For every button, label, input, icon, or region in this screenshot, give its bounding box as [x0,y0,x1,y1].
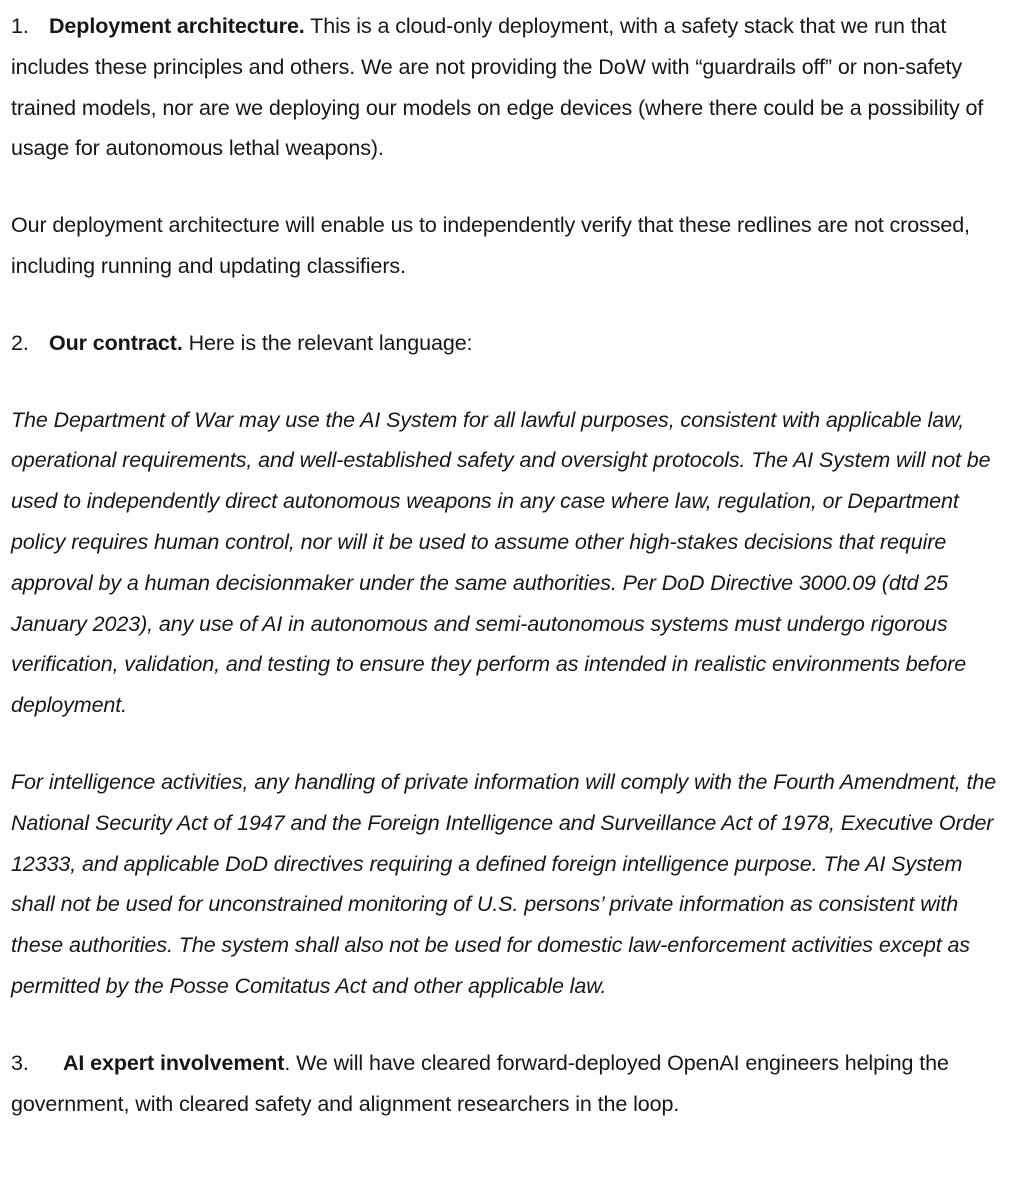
list-item-3-text: . We will have cleared forward-deployed OpenAI engineers helping the government, with cleared safety and alignment researchers in the loop. [11,1050,949,1116]
list-item-2-number: 2. [11,330,29,355]
list-item-2 [11,323,1004,364]
list-item-2-title: Our contract. [49,330,183,355]
contract-quote-paragraph-1: The Department of War may use the AI System for all lawful purposes, consistent with applicable law, operational requirements, and well-established safety and oversight protocols. The AI System will not be used to independently direct autonomous weapons in any case where law, regulation, or Department policy requires human control, nor will it be used to assume other high-stakes decisions that require approval by a human decisionmaker under the same authorities. Per DoD Directive 3000.09 (dtd 25 January 2023), any use of AI in autonomous and semi-autonomous systems must undergo rigorous verification, validation, and testing to ensure they perform as intended in realistic environments before deployment. [11,407,991,718]
list-item-2-text: Here is the relevant language: [182,330,473,355]
list-item-1-number: 1. [11,14,29,38]
list-item-1 [11,6,1004,169]
list-item-3 [11,1043,1004,1125]
list-item-3-number: 3. [11,1050,29,1075]
list-item-1-title: Deployment architecture. [49,14,305,38]
list-item-1-text: This is a cloud-only deployment, with a safety stack that we run that includes these principles and others. We are not providing the DoW with “guardrails off” or non-safety trained models, nor are we deploying our models on edge devices (where there could be a possibility of usage for autonomous lethal weapons). [11,14,984,161]
list-item-3-title: AI expert involvement [63,1050,285,1075]
contract-quote-paragraph-2: For intelligence activities, any handling of private information will comply with the Fourth Amendment, the National Security Act of 1947 and the Foreign Intelligence and Surveillance Act of 1978, Executive Order 12333, and applicable DoD directives requiring a defined foreign intelligence purpose. The AI System shall not be used for unconstrained monitoring of U.S. persons’ private information as consistent with these authorities. The system shall also not be used for domestic law-enforcement activities except as permitted by the Posse Comitatus Act and other applicable law. [11,769,997,998]
paragraph-deployment-verify: Our deployment architecture will enable us to independently verify that these redlines are not crossed, including running and updating classifiers. [11,213,970,278]
